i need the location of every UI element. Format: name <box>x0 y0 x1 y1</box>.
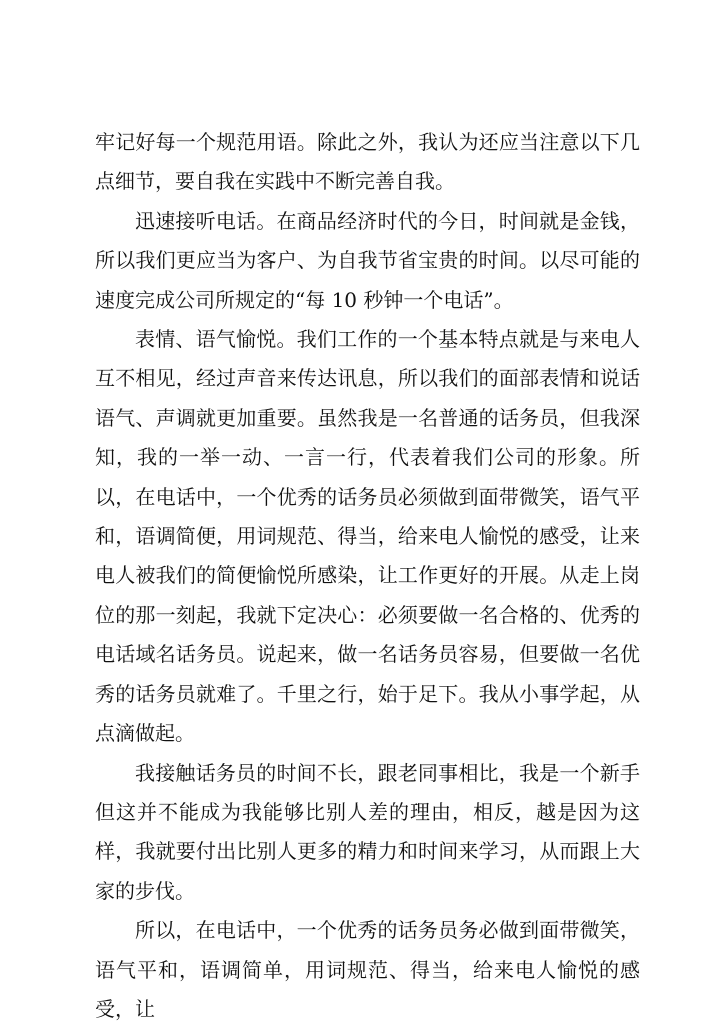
paragraph-2: 迅速接听电话。在商品经济时代的今日，时间就是金钱，所以我们更应当为客户、为自我节省宝贵的时间。以尽可能的速度完成公司所规定的“每 10 秒钟一个电话”。 <box>95 208 640 312</box>
paragraph-4: 我接触话务员的时间不长，跟老同事相比，我是一个新手但这并不能成为我能够比别人差的理由，相反，越是因为这样，我就要付出比别人更多的精力和时间来学习，从而跟上大家的步伐。 <box>95 760 640 903</box>
paragraph-1: 牢记好每一个规范用语。除此之外，我认为还应当注意以下几点细节，要自我在实践中不断完善自我。 <box>95 130 640 194</box>
paragraph-3: 表情、语气愉悦。我们工作的一个基本特点就是与来电人互不相见，经过声音来传达讯息，所以我们的面部表情和说话语气、声调就更加重要。虽然我是一名普通的话务员，但我深知，我的一举一动、一言一行，代表着我们公司的形象。所以，在电话中，一个优秀的话务员必须做到面带微笑，语气平和，语调简便，用词规范、得当，给来电人愉悦的感受，让来电人被我们的简便愉悦所感染，让工作更好的开展。从走上岗位的那一刻起，我就下定决心：必须要做一名合格的、优秀的电话域名话务员。说起来，做一名话务员容易，但要做一名优秀的话务员就难了。千里之行，始于足下。我从小事学起，从点滴做起。 <box>95 327 640 746</box>
document-body <box>95 123 640 1029</box>
paragraph-5: 所以，在电话中，一个优秀的话务员务必做到面带微笑，语气平和，语调简单，用词规范、得当，给来电人愉悦的感受，让 <box>95 918 640 1021</box>
